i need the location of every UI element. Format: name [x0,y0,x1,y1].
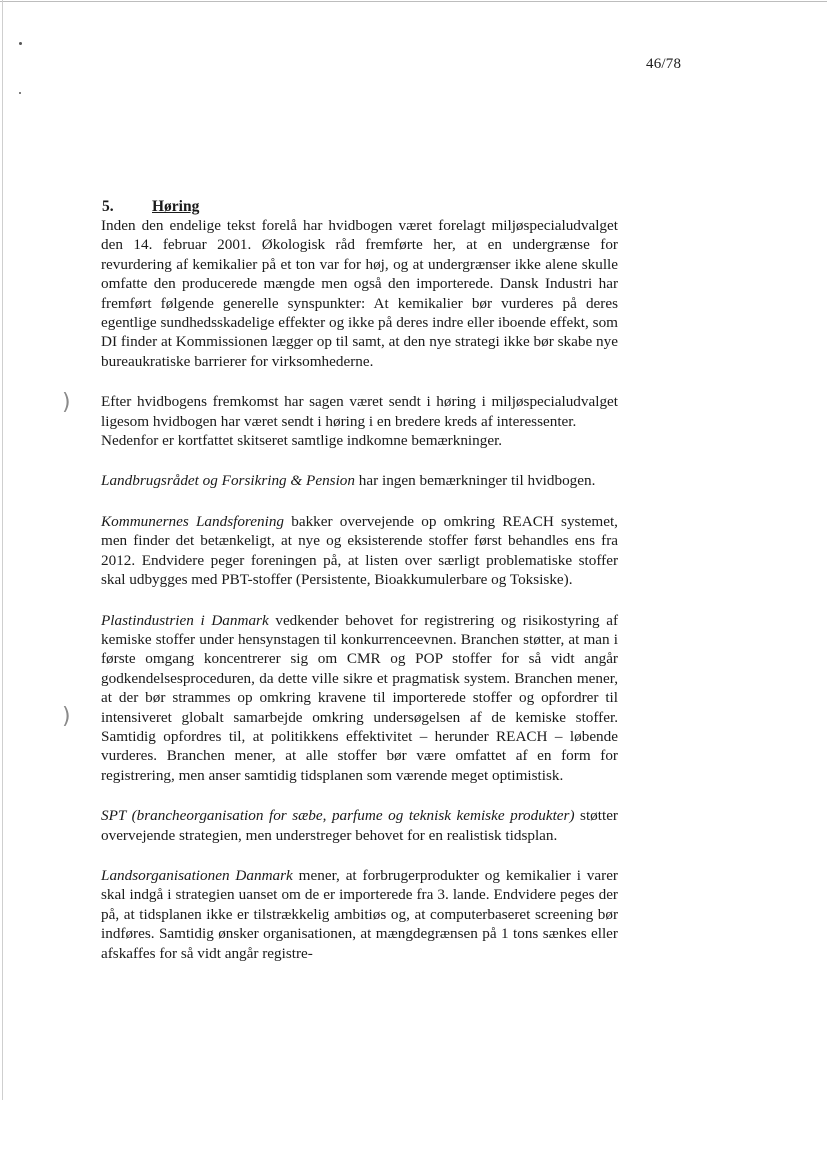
paragraph-kommunernes-landsforening [101,512,618,590]
punch-hole-mark: ) [62,704,71,729]
page-number: 46/78 [646,56,682,72]
organization-name: SPT (brancheorganisation for sæbe, parfume og teknisk kemiske produkter) [101,807,575,825]
organization-name: Landsorganisationen Danmark [101,866,293,884]
paragraph-text: mener, at forbrugerprodukter og kemikalier i varer skal indgå i strategien uanset om de er importerede fra 3. lande. Endvidere peges der på, at tidsplanen ikke er tilstrækkelig ambitiøs og, at computerbaseret screening bør indføres. Samtidig ønsker organisationen, at mængdegrænsen på 1 tons sænkes eller afskaffes for så vidt angår registre- [101,866,618,962]
paragraph-text: vedkender behovet for registrering og risikostyring af kemiske stoffer under hensynstagen til konkurrenceevnen. Branchen støtter, at man i første omgang koncentrerer sig om CMR og POP stoffer for så vidt angår godkendelsesproceduren, da dette ville sikre et pragmatisk system. Branchen mener, at der bør strammes op omkring kravene til importerede stoffer og opfordrer til intensiveret globalt samarbejde omkring undersøgelsen af de kemiske stoffer. Samtidig opfordres til, at politikkens effektivitet – herunder REACH – løbende vurderes. Branchen mener, at alle stoffer bør være omfattet af en form for registrering, men anser samtidig tidsplanen som værende meget optimistisk. [101,611,619,784]
paragraph-plastindustrien [101,611,618,786]
paragraph-text: bakker overvejende op omkring REACH systemet, men finder det betænkeligt, at nye og eksisterende stoffer først behandles ens fra 2012. Endvidere peger foreningen på, at listen over særligt problematiske stoffer skal udbygges med PBT-stoffer (Persistente, Bioakkumulerbare og Toksiske). [101,512,618,589]
paragraph-spt [101,806,618,845]
scan-speck [19,42,22,45]
paragraph-summary-note: Nedenfor er kortfattet skitseret samtlige indkomne bemærkninger. [101,432,503,450]
section-heading [102,197,618,216]
paragraph-intro: Inden den endelige tekst forelå har hvidbogen været forelagt miljøspecialudvalget den 14. februar 2001. Økologisk råd fremførte her, at en undergrænse for revurdering af kemikalier på et ton var for høj, og at undergrænser ikke alene skulle omfatte den producerede mængde men også den importerede. Dansk Industri har fremført følgende generelle synspunkter: At kemikalier bør vurderes på deres egentlige sundhedsskadelige effekter og ikke på deres indre eller iboende effekt, som DI finder at Kommissionen lægger op til samt, at den nye strategi ikke bør skabe nye bureaukratiske barrierer for virksomhederne. [101,217,618,370]
document-body [101,197,618,963]
paragraph-text: støtter overvejende strategien, men understreger behovet for en realistisk tidsplan. [101,807,618,844]
scan-edge-top [0,1,827,2]
scan-edge-left [2,0,3,1100]
scan-speck [19,92,21,94]
punch-hole-mark: ) [62,390,71,415]
paragraph-hearing: Efter hvidbogens fremkomst har sagen været sendt i høring i miljøspecialudvalget ligesom hvidbogen har været sendt i høring i en bredere kreds af interessenter. [101,393,618,430]
paragraph-lo [101,866,618,963]
organization-name: Plastindustrien i Danmark [101,611,269,629]
section-title: Høring [152,198,200,215]
paragraph-landbrugsraadet [101,471,618,490]
section-number: 5. [102,198,114,215]
organization-name: Landbrugsrådet og Forsikring & Pension [101,472,355,490]
organization-name: Kommunernes Landsforening [101,512,285,530]
paragraph-text: har ingen bemærkninger til hvidbogen. [354,472,596,490]
